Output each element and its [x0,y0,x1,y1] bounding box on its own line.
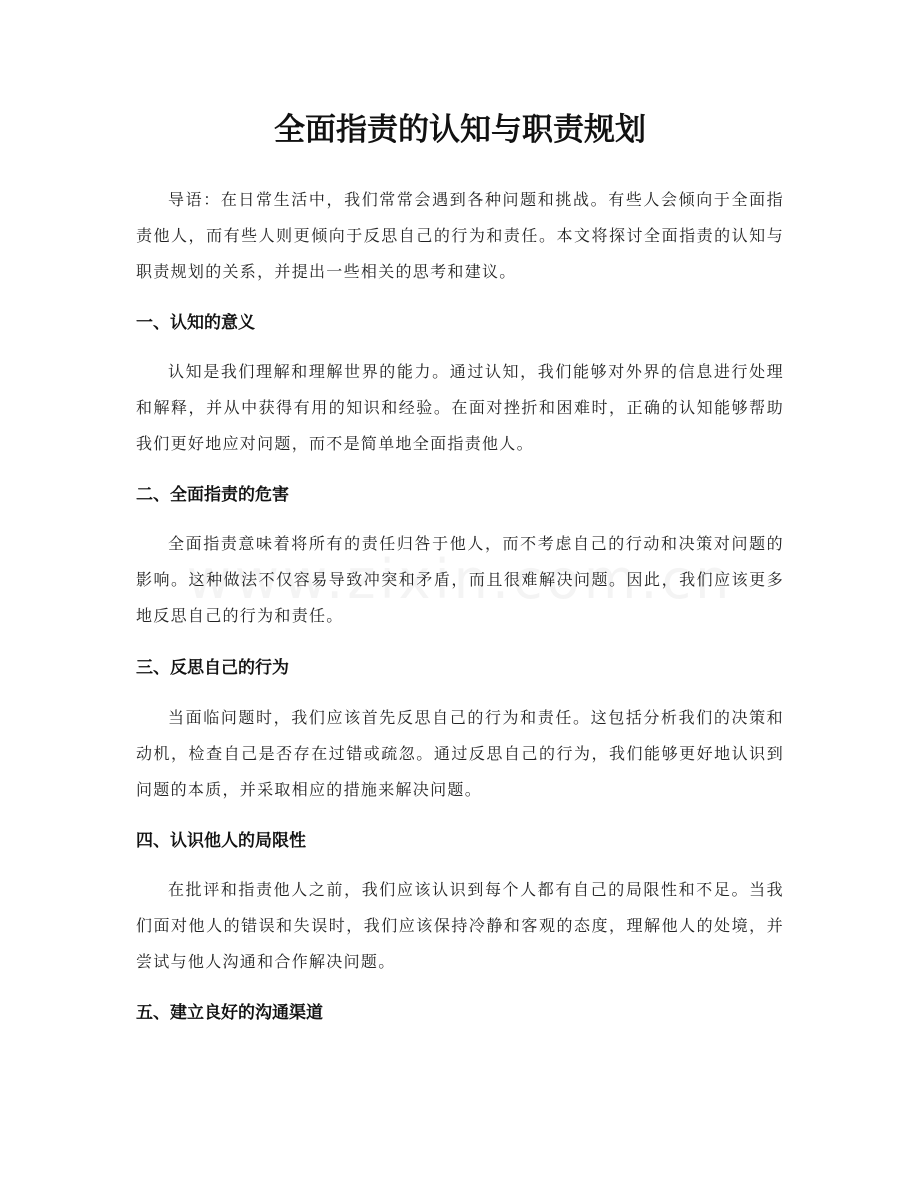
section-heading-1: 一、认知的意义 [136,313,255,333]
section-body-4: 在批评和指责他人之前，我们应该认识到每个人都有自己的局限性和不足。当我们面对他人的错误和失误时，我们应该保持冷静和客观的态度，理解他人的处境，并尝试与他人沟通和合作解决问题。 [136,880,784,971]
section-heading-4: 四、认识他人的局限性 [136,831,306,851]
section-heading-2: 二、全面指责的危害 [136,485,289,505]
section-body-1: 认知是我们理解和理解世界的能力。通过认知，我们能够对外界的信息进行处理和解释，并从中获得有用的知识和经验。在面对挫折和困难时，正确的认知能够帮助我们更好地应对问题，而不是简单地全面指责他人。 [136,362,784,453]
section-body-2: 全面指责意味着将所有的责任归咎于他人，而不考虑自己的行动和决策对问题的影响。这种做法不仅容易导致冲突和矛盾，而且很难解决问题。因此，我们应该更多地反思自己的行为和责任。 [136,534,784,625]
section-heading-5: 五、建立良好的沟通渠道 [136,1003,323,1023]
document-title: 全面指责的认知与职责规划 [274,112,646,148]
section-body-3: 当面临问题时，我们应该首先反思自己的行为和责任。这包括分析我们的决策和动机，检查自己是否存在过错或疏忽。通过反思自己的行为，我们能够更好地认识到问题的本质，并采取相应的措施来解决问题。 [136,708,784,799]
section-heading-3: 三、反思自己的行为 [136,658,289,678]
intro-paragraph: 导语：在日常生活中，我们常常会遇到各种问题和挑战。有些人会倾向于全面指责他人，而有些人则更倾向于反思自己的行为和责任。本文将探讨全面指责的认知与职责规划的关系，并提出一些相关的思考和建议。 [136,190,784,281]
